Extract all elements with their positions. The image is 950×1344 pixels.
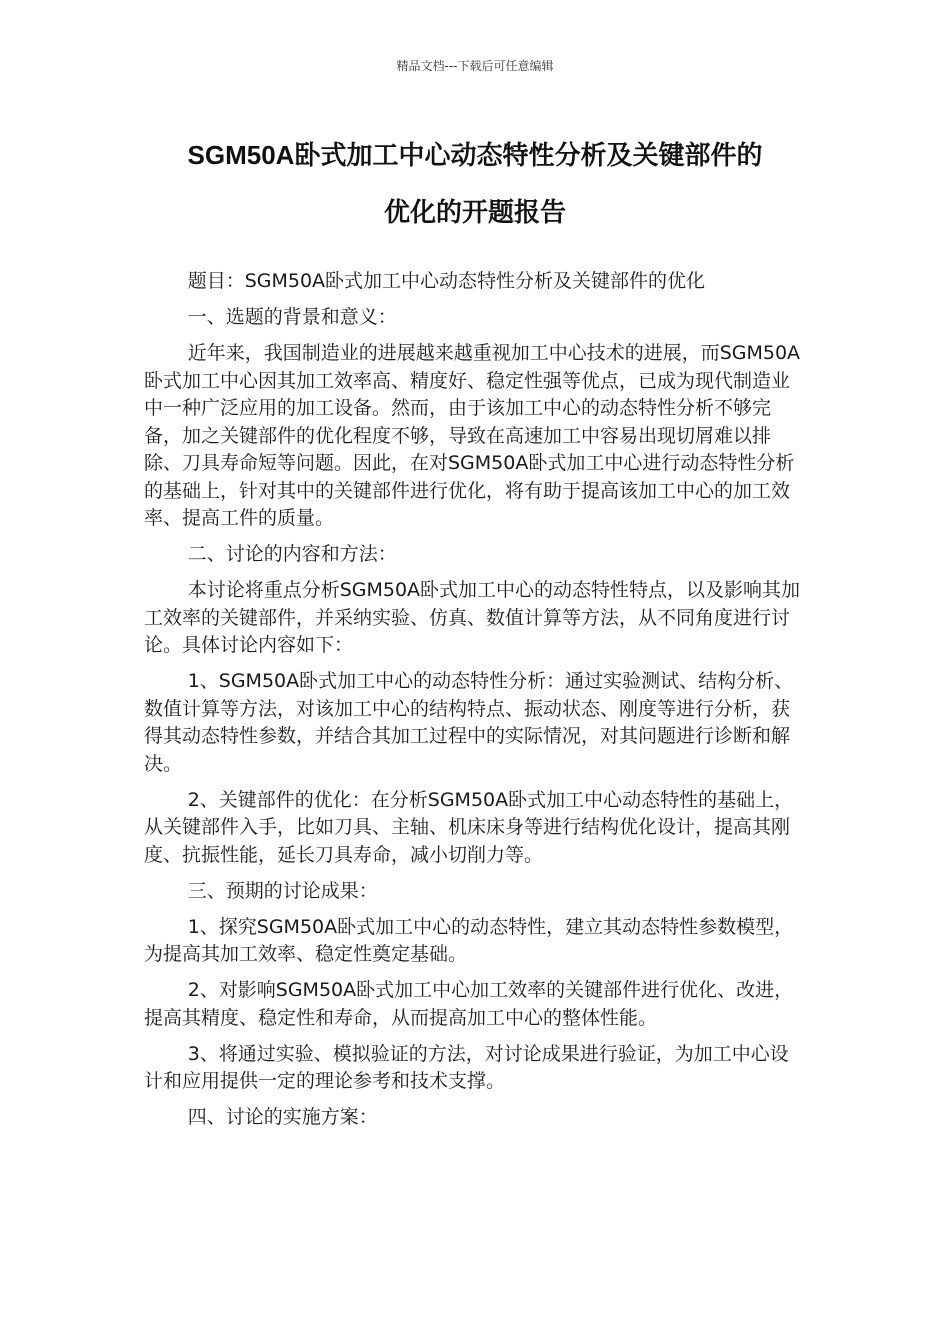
section-heading-content-methods: 二、讨论的内容和方法： [187,543,397,565]
list-item-dynamic-analysis: 1、SGM50A卧式加工中心的动态特性分析：通过实验测试、结构分析、数值计算等方法，对该加工中心的结构特点、振动状态、刚度等进行分析，获得其动态特性参数，并结合其加工过程中的实际情况，对其问题进行诊断和解决。 [144,670,794,775]
list-item-result-1: 1、探究SGM50A卧式加工中心的动态特性，建立其动态特性参数模型，为提高其加工效率、稳定性奠定基础。 [144,915,794,965]
section-heading-implementation: 四、讨论的实施方案： [187,1106,378,1128]
topic-line: 题目：SGM50A卧式加工中心动态特性分析及关键部件的优化 [187,270,706,292]
section-heading-expected-results: 三、预期的讨论成果： [187,879,378,902]
paragraph-background: 近年来，我国制造业的进展越来越重视加工中心技术的进展，而SGM50A卧式加工中心因其加工效率高、精度好、稳定性强等优点，已成为现代制造业中一种广泛应用的加工设备。然而，由于该加工中心的动态特性分析不够完备，加之关键部件的优化程度不够，导致在高速加工中容易出现切屑难以排除、刀具寿命短等问题。因此，在对SGM50A卧式加工中心进行动态特性分析的基础上，针对其中的关键部件进行优化，将有助于提高该加工中心的加工效率、提高工件的质量。 [144,342,801,529]
document-title-line-2: 优化的开题报告 [383,197,566,227]
list-item-result-2: 2、对影响SGM50A卧式加工中心加工效率的关键部件进行优化、改进，提高其精度、稳定性和寿命，从而提高加工中心的整体性能。 [144,979,794,1029]
page-header-note: 精品文档---下载后可任意编辑 [396,59,554,73]
document-title-line-1: SGM50A卧式加工中心动态特性分析及关键部件的 [187,140,763,170]
document-body [144,268,806,1140]
list-item-key-part-optimization: 2、关键部件的优化：在分析SGM50A卧式加工中心动态特性的基础上，从关键部件入手，比如刀具、主轴、机床床身等进行结构优化设计，提高其刚度、抗振性能，延长刀具寿命，减小切削力等。 [144,788,794,866]
list-item-result-3: 3、将通过实验、模拟验证的方法，对讨论成果进行验证，为加工中心设计和应用提供一定的理论参考和技术支撑。 [144,1042,789,1092]
section-heading-background: 一、选题的背景和意义： [187,306,397,328]
paragraph-content-methods: 本讨论将重点分析SGM50A卧式加工中心的动态特性特点，以及影响其加工效率的关键部件，并采纳实验、仿真、数值计算等方法，从不同角度进行讨论。具体讨论内容如下： [144,579,801,656]
